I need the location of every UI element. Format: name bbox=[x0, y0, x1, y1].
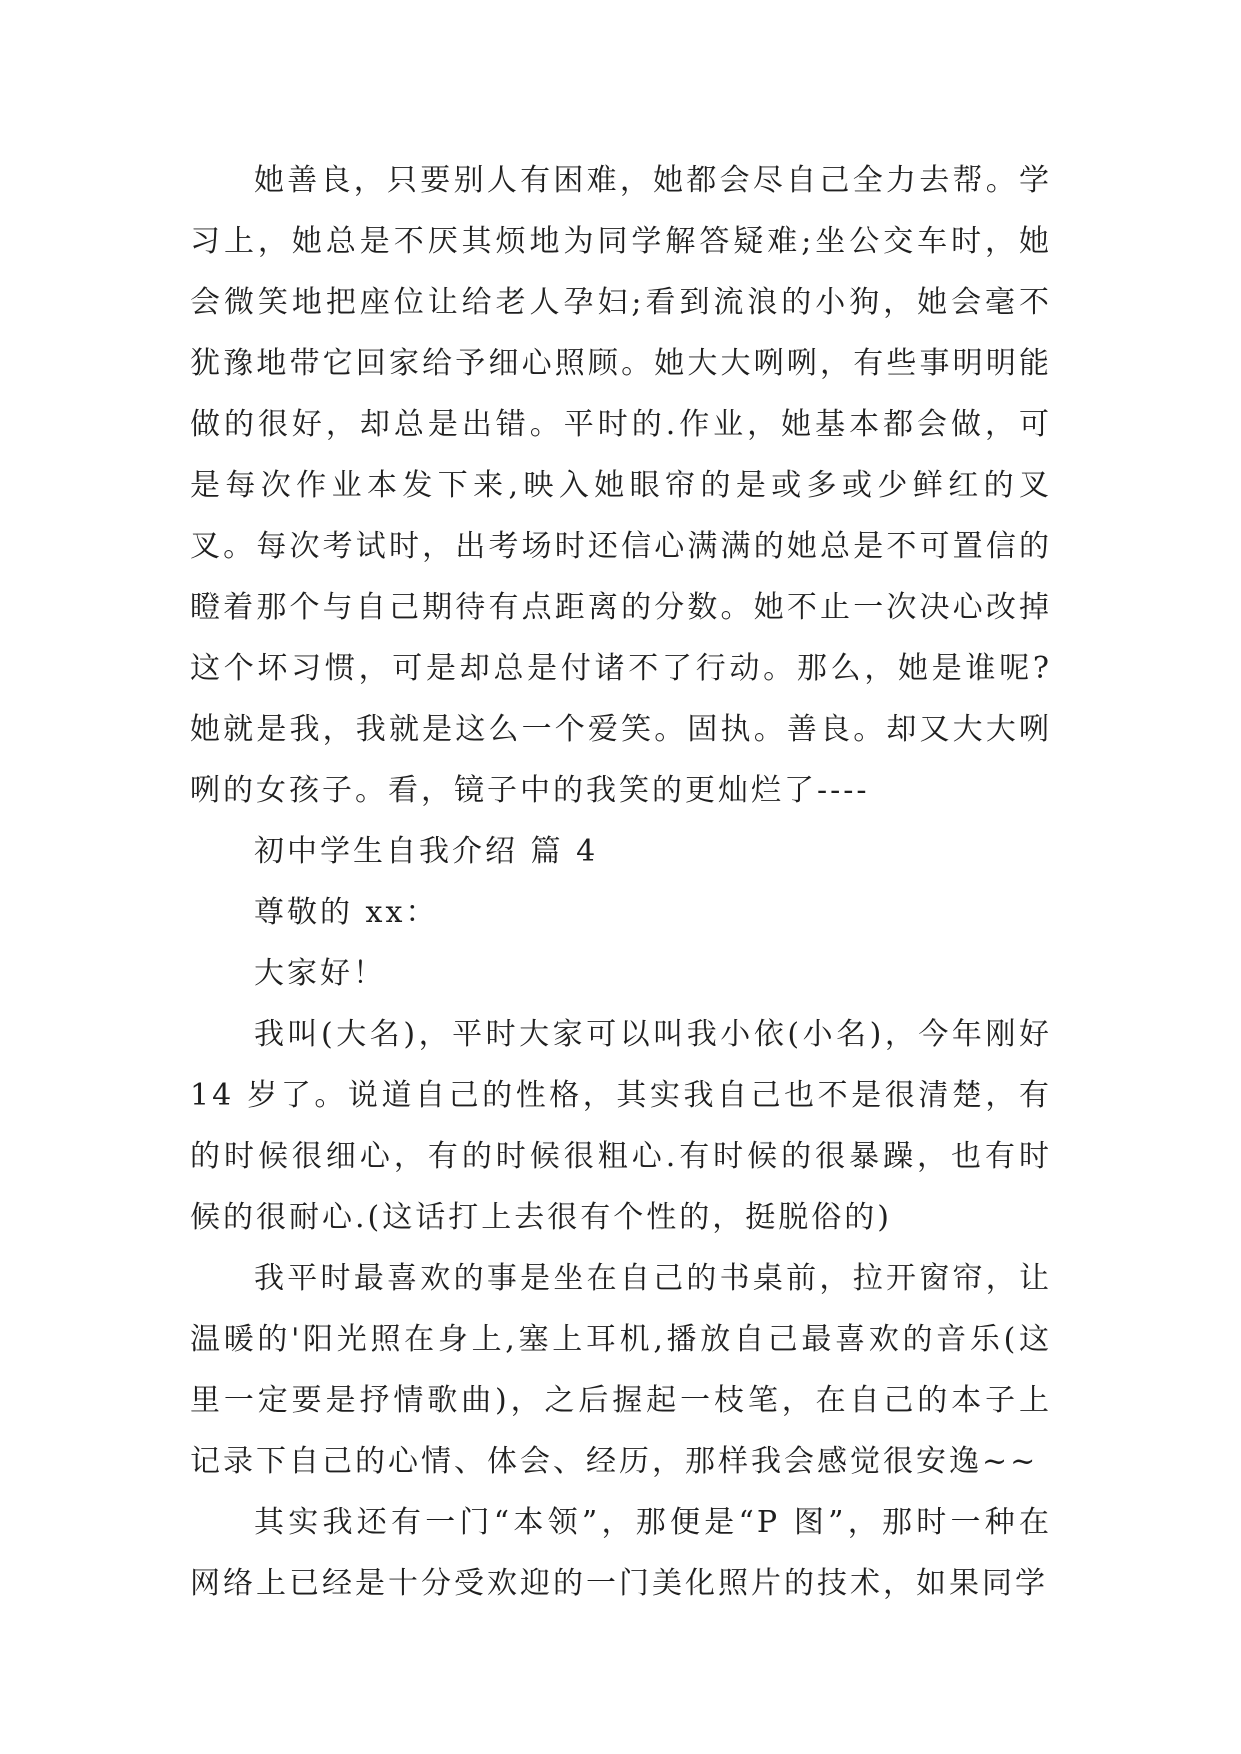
document-body bbox=[190, 150, 1052, 1614]
paragraph-hobby: 我平时最喜欢的事是坐在自己的书桌前，拉开窗帘，让温暖的'阳光照在身上,塞上耳机,播放自己最喜欢的音乐(这里一定要是抒情歌曲)，之后握起一枝笔，在自己的本子上记录下自己的心情、体会、经历，那样我会感觉很安逸~~ bbox=[190, 1261, 1052, 1479]
paragraph-intro: 她善良，只要别人有困难，她都会尽自己全力去帮。学习上，她总是不厌其烦地为同学解答疑难;坐公交车时，她会微笑地把座位让给老人孕妇;看到流浪的小狗，她会毫不犹豫地带它回家给予细心照顾。她大大咧咧，有些事明明能做的很好，却总是出错。平时的.作业，她基本都会做，可是每次作业本发下来,映入她眼帘的是或多或少鲜红的叉叉。每次考试时，出考场时还信心满满的她总是不可置信的瞪着那个与自己期待有点距离的分数。她不止一次决心改掉这个坏习惯，可是却总是付诸不了行动。那么，她是谁呢?她就是我，我就是这么一个爱笑。固执。善良。却又大大咧咧的女孩子。看，镜子中的我笑的更灿烂了---- bbox=[190, 163, 1052, 808]
salutation: 尊敬的 xx： bbox=[254, 895, 439, 930]
paragraph-name-age: 我叫(大名)，平时大家可以叫我小依(小名)，今年刚好 14 岁了。说道自己的性格，其实我自己也不是很清楚，有的时候很细心，有的时候很粗心.有时候的很暴躁，也有时候的很耐心.(这话打上去很有个性的，挺脱俗的) bbox=[190, 1017, 1052, 1235]
section-title: 初中学生自我介绍 篇 4 bbox=[254, 834, 599, 869]
greeting: 大家好！ bbox=[254, 956, 386, 991]
paragraph-skill: 其实我还有一门“本领”，那便是“P 图”，那时一种在网络上已经是十分受欢迎的一门美化照片的技术，如果同学 bbox=[190, 1505, 1052, 1601]
